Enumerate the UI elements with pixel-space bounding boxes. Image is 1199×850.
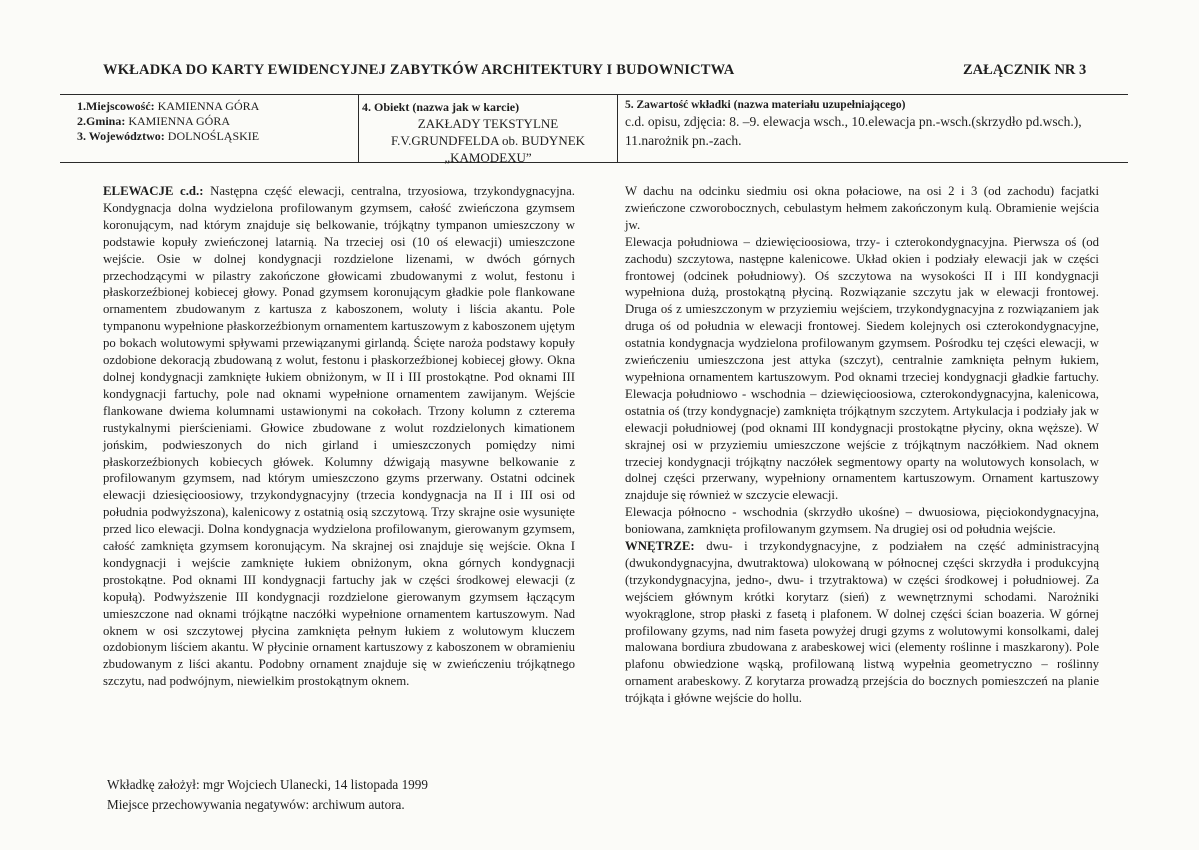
location-town: 1.Miejscowość: KAMIENNA GÓRA	[77, 99, 260, 113]
facades-description-continued	[625, 183, 1099, 707]
header-divider-right	[617, 94, 618, 162]
interior-paragraph	[625, 538, 1099, 707]
document-title: WKŁADKA DO KARTY EWIDENCYJNEJ ZABYTKÓW ARCHITEKTURY I BUDOWNICTWA	[103, 62, 735, 78]
facades-description	[103, 183, 575, 690]
author-line: Wkładkę założył: mgr Wojciech Ulanecki, 14 listopada 1999	[107, 777, 428, 792]
header-divider-left	[358, 94, 359, 162]
object-cell	[362, 100, 614, 166]
object-label: 4. Obiekt (nazwa jak w karcie)	[362, 100, 520, 114]
object-name-line1: ZAKŁADY TEKSTYLNE	[417, 116, 559, 131]
location-municipality: 2.Gmina: KAMIENNA GÓRA	[77, 114, 231, 128]
facades-heading: ELEWACJE c.d.:	[103, 184, 204, 198]
northeast-facade-paragraph: Elewacja północno - wschodnia (skrzydło ukośne) – dwuosiowa, pięciokondygnacyjna, boniowana, zamknięta profilowanym gzymsem. Na drugiej osi od południa wejście.	[625, 505, 1099, 537]
south-facade-paragraph: Elewacja południowa – dziewięcioosiowa, trzy- i czterokondygnacyjna. Pierwsza oś (od zachodu) szczytowa, następne kalenicowe. Układ okien i podziały elewacji jak w części frontowej (odcinek południowy). Oś szczytowa na wysokości II i III kondygnacji wypełniona dużą, prostokątną płyciną. Rozwiązanie szczytu jak w elewacji frontowej. Druga oś z umieszczonym w przyziemiu wejściem, trzykondygnacyjna z rozwiązaniem jak druga oś od południa w elewacji frontowej. Siedem kolejnych osi czterokondygnacyjne, ostatnia kondygnacja wydzielona profilowanym gzymsem. Pośrodku tej części elewacji, w zwieńczeniu umieszczona jest attyka (szczyt), centralnie zamknięta pełnym łukiem, wypełniona ornamentem kartuszowym. Pod oknami trzeciej kondygnacji gładkie fartuchy. Elewacja południowo - wschodnia – dziewięcioosiowa, czterokondygnacyjna, kalenicowa, ostatnia oś (trzy kondygnacje) zamknięta trójkątnym szczytem. Artykulacja i podziały jak w elewacji południowej (pod oknami III kondygnacji prostokątne płyciny, okna węższe). W skrajnej osi w przyziemiu umieszczone wejście z trójkątnym naczółkiem. Nad oknem trzeciej kondygnacji trójkątny naczółek segmentowy oparty na wolutowych konsolach, w dolnej części przerwany, wypełniony ornamentem kartuszowym. Ornament kartuszowy znajduje się również w szczycie elewacji.	[625, 234, 1099, 503]
header-top-rule	[60, 94, 1128, 95]
object-name-line2: F.V.GRUNDFELDA ob. BUDYNEK	[390, 133, 586, 148]
location-voivodeship: 3. Województwo: DOLNOŚLĄSKIE	[77, 129, 260, 143]
interior-text: dwu- i trzykondygnacyjne, z podziałem na część administracyjną (dwukondygnacyjna, dwutraktowa) ulokowaną w północnej części skrzydła i produkcyjną (trzykondygnacyjna, jedno-, dwu- i trzytraktowa) w części środkowej i południowej. Za wejściem głównym krótki korytarz (sień) z wewnętrznymi schodami. Narożniki wyokrąglone, strop płaski z fasetą i plafonem. W dolnej części ścian boazeria. W górnej profilowany gzyms, nad nim faseta powyżej drugi gzyms z wolutowymi konsolkami, dalej malowana bordiura zbudowana z arabeskowej wici (elementy roślinne i maszkarony). Pole plafonu obwiedzione wąską, profilowaną listwą wypełnia geometryczno – roślinny ornament arabeskowy. Z korytarza prowadzą przejścia do bocznych pomieszczeń na planie trójkąta i główne wejście do hollu.	[625, 539, 1100, 706]
annex-number: ZAŁĄCZNIK NR 3	[963, 62, 1087, 78]
negatives-storage-line: Miejsce przechowywania negatywów: archiwum autora.	[107, 796, 405, 812]
location-cell	[77, 99, 352, 144]
document-footer	[107, 775, 428, 814]
interior-heading: WNĘTRZE:	[625, 539, 695, 554]
object-name-line3: „KAMODEXU”	[444, 150, 532, 165]
facades-text: Następna część elewacji, centralna, trzyosiowa, trzykondygnacyjna. Kondygnacja dolna wydzielona profilowanym gzymsem, całość zwieńczona gzymsem koronującym, nad którym znajduje się belkowanie, trójkątny tympanon umieszczony w podstawie kopuły zwieńczonej latarnią. Na trzeciej osi (10 oś elewacji) umieszczone wejście. Osie w dolnej kondygnacji rozdzielone lizenami, w dwóch górnych przechodzącymi w pilastry zakończone głowicami zbudowanymi z wolut, festonu i płaskorzeźbionej kobiecej głowy. Ponad gzymsem koronującym gładkie pole flankowane ornamentem zbudowanym z kartusza z kaboszonem, woluty i liścia akantu. Pole tympanonu wypełnione płaskorzeźbionym ornamentem kartuszowym z kaboszonem ujętym po bokach wolutowymi spływami przewiązanymi girlandą. Ścięte naroża podstawy kopuły ozdobione dekoracją zbudowaną z wolut, festonu i płaskorzeźbionej kobiecej głowy. Okna dolnej kondygnacji zamknięte łukiem obniżonym, w II i III prostokątne. Pod oknami III kondygnacji fartuchy, pole nad oknami wypełnione ornamentem zawijanym. Wejście flankowane dwiema kolumnami ustawionymi na cokołach. Trzony kolumn z czterema rustykalnymi pierścieniami. Głowice zbudowane z wolut rozdzielonych kimationem jońskim, podwieszonych do nich girland i umieszczonych pomiędzy nimi płaskorzeźbionych kobiecych główek. Kolumny dźwigają masywne belkowanie z profilowanym gzymsem, nad którym umieszczono gzyms przerwany. Ostatni odcinek elewacji dziesięcioosiowy, trzykondygnacyjny (trzecia kondygnacja na II i III osi od południa podwyższona), kalenicowy z ostatnią osią szczytową. Trzy skrajne osie wysunięte przed lico elewacji. Dolna kondygnacja wydzielona profilowanym, gierowanym gzymsem, całość zamknięta gzymsem koronującym. Na skrajnej osi znajduje się wejście. Okna I kondygnacji i wejście zamknięte łukiem obniżonym, okna górnych kondygnacji prostokątne. Pod oknami III kondygnacji fartuchy jak w części środkowej elewacji (z kopułą). Podwyższenie III kondygnacji rozdzielone gierowanym gzymsem łączącym umieszczone nad oknami trójkątne naczółki wypełnione ornamentem kartuszowym. Nad oknem w osi szczytowej płycina zamknięta pełnym łukiem z wolutowym kluczem ozdobionym liściem akantu. W płycinie ornament kartuszowy z kaboszonem w obramieniu zbudowanym z liści akantu. Podobny ornament znajduje się w zwieńczeniu trójkątnego szczytu, nad podwójnym, niewielkim prostokątnym oknem.	[103, 184, 575, 689]
insert-content-label: 5. Zawartość wkładki (nazwa materiału uzupełniającego)	[625, 99, 906, 111]
insert-content-value: c.d. opisu, zdjęcia: 8. –9. elewacja wsch., 10.elewacja pn.-wsch.(skrzydło pd.wsch.), 11.narożnik pn.-zach.	[625, 114, 1082, 148]
roof-paragraph: W dachu na odcinku siedmiu osi okna połaciowe, na osi 2 i 3 (od zachodu) facjatki zwieńczone czworobocznych, cebulastym hełmem zakończonym kulą. Obramienie wejścia jw.	[625, 184, 1099, 232]
insert-content-cell	[625, 98, 1095, 150]
